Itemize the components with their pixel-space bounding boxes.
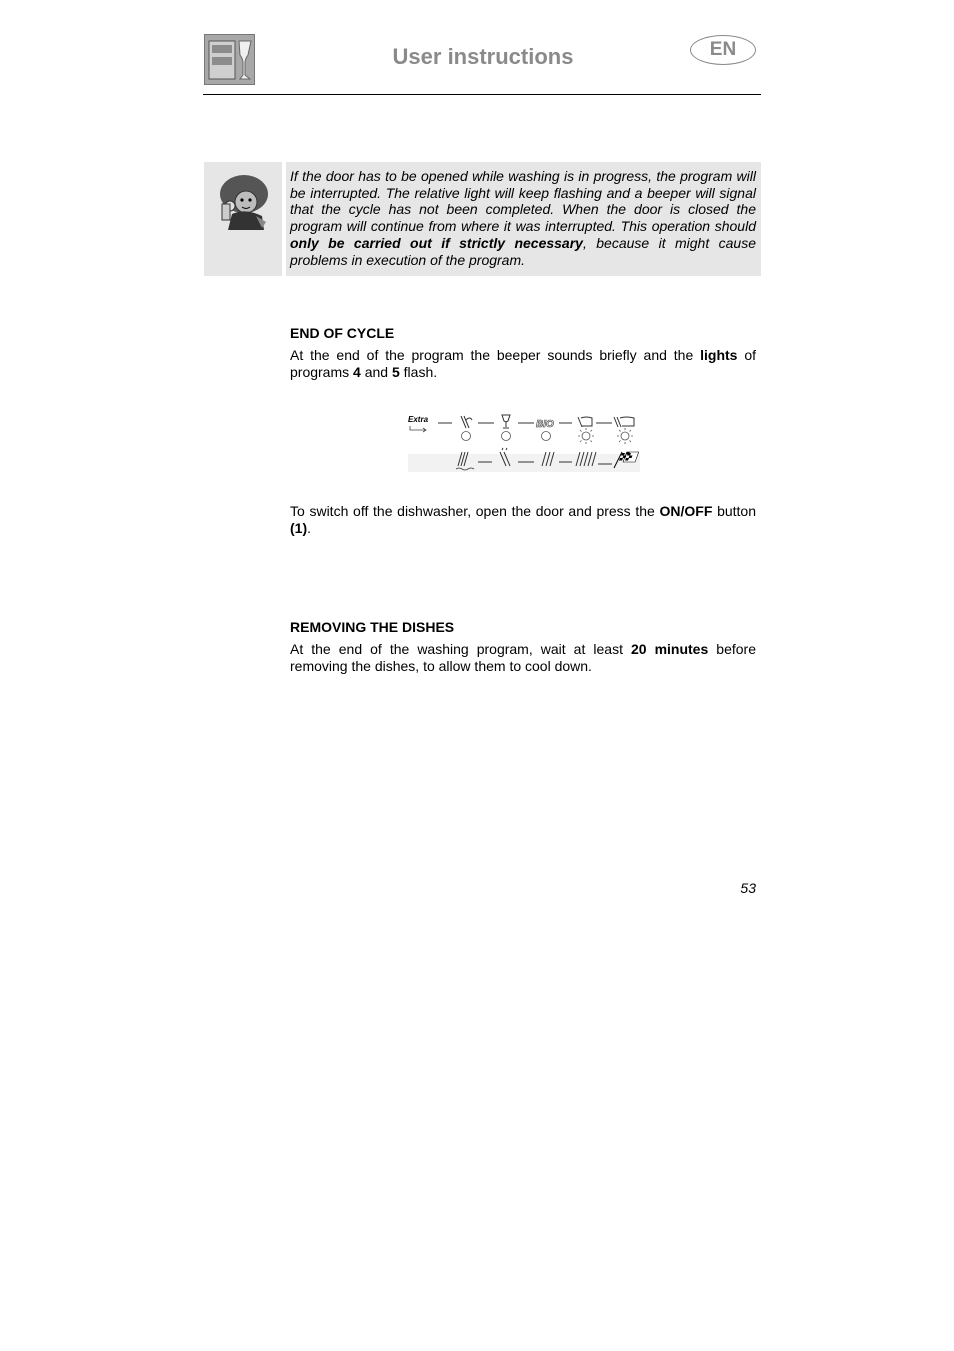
extra-label: Extra: [408, 415, 429, 424]
text: and: [360, 363, 392, 380]
page-number: 53: [740, 880, 756, 896]
end-of-cycle-paragraph: [290, 347, 756, 380]
text-bold: (1): [290, 519, 308, 536]
program-lights-diagram: [406, 410, 642, 474]
removing-dishes-paragraph: [290, 641, 756, 674]
header-divider: [203, 94, 761, 95]
switch-off-paragraph: [290, 503, 756, 536]
text: flash.: [399, 363, 438, 380]
door-open-note: [290, 168, 756, 268]
text: At the end of the washing program, wait at least: [290, 641, 631, 657]
dishwasher-logo-icon: [204, 34, 255, 85]
note-icon-panel: [204, 162, 282, 276]
text: At the end of the program the beeper sounds briefly and the: [290, 347, 701, 363]
text-bold: 5: [391, 363, 400, 380]
text: button: [712, 503, 756, 519]
text: of programs: [290, 347, 756, 380]
bio-label: BIO: [536, 419, 554, 430]
note-text-emphasis: only be carried out if strictly necessary: [290, 234, 583, 251]
text-bold: lights: [700, 347, 738, 363]
text: before removing the dishes, to allow them to cool down.: [290, 641, 756, 674]
section-heading-removing-dishes: REMOVING THE DISHES: [290, 619, 455, 635]
text-bold: 20 minutes: [630, 641, 709, 657]
text-bold: ON/OFF: [659, 503, 713, 519]
language-badge: EN: [690, 35, 756, 65]
note-text-part: If the door has to be opened while washing is in progress, the program will be interrupted. The relative light will keep flashing and a beeper will signal that the cycle has not been completed. When the door is closed the program will continue from where it was interrupted. This operation should: [290, 168, 756, 235]
text: To switch off the dishwasher, open the door and press the: [290, 503, 660, 519]
warning-character-icon: [204, 162, 282, 276]
text: .: [307, 519, 312, 536]
page-title: User instructions: [392, 44, 574, 69]
section-heading-end-of-cycle: END OF CYCLE: [290, 325, 395, 341]
text-bold: 4: [353, 363, 361, 380]
note-text-part: , because it might cause problems in execution of the program.: [290, 234, 756, 268]
